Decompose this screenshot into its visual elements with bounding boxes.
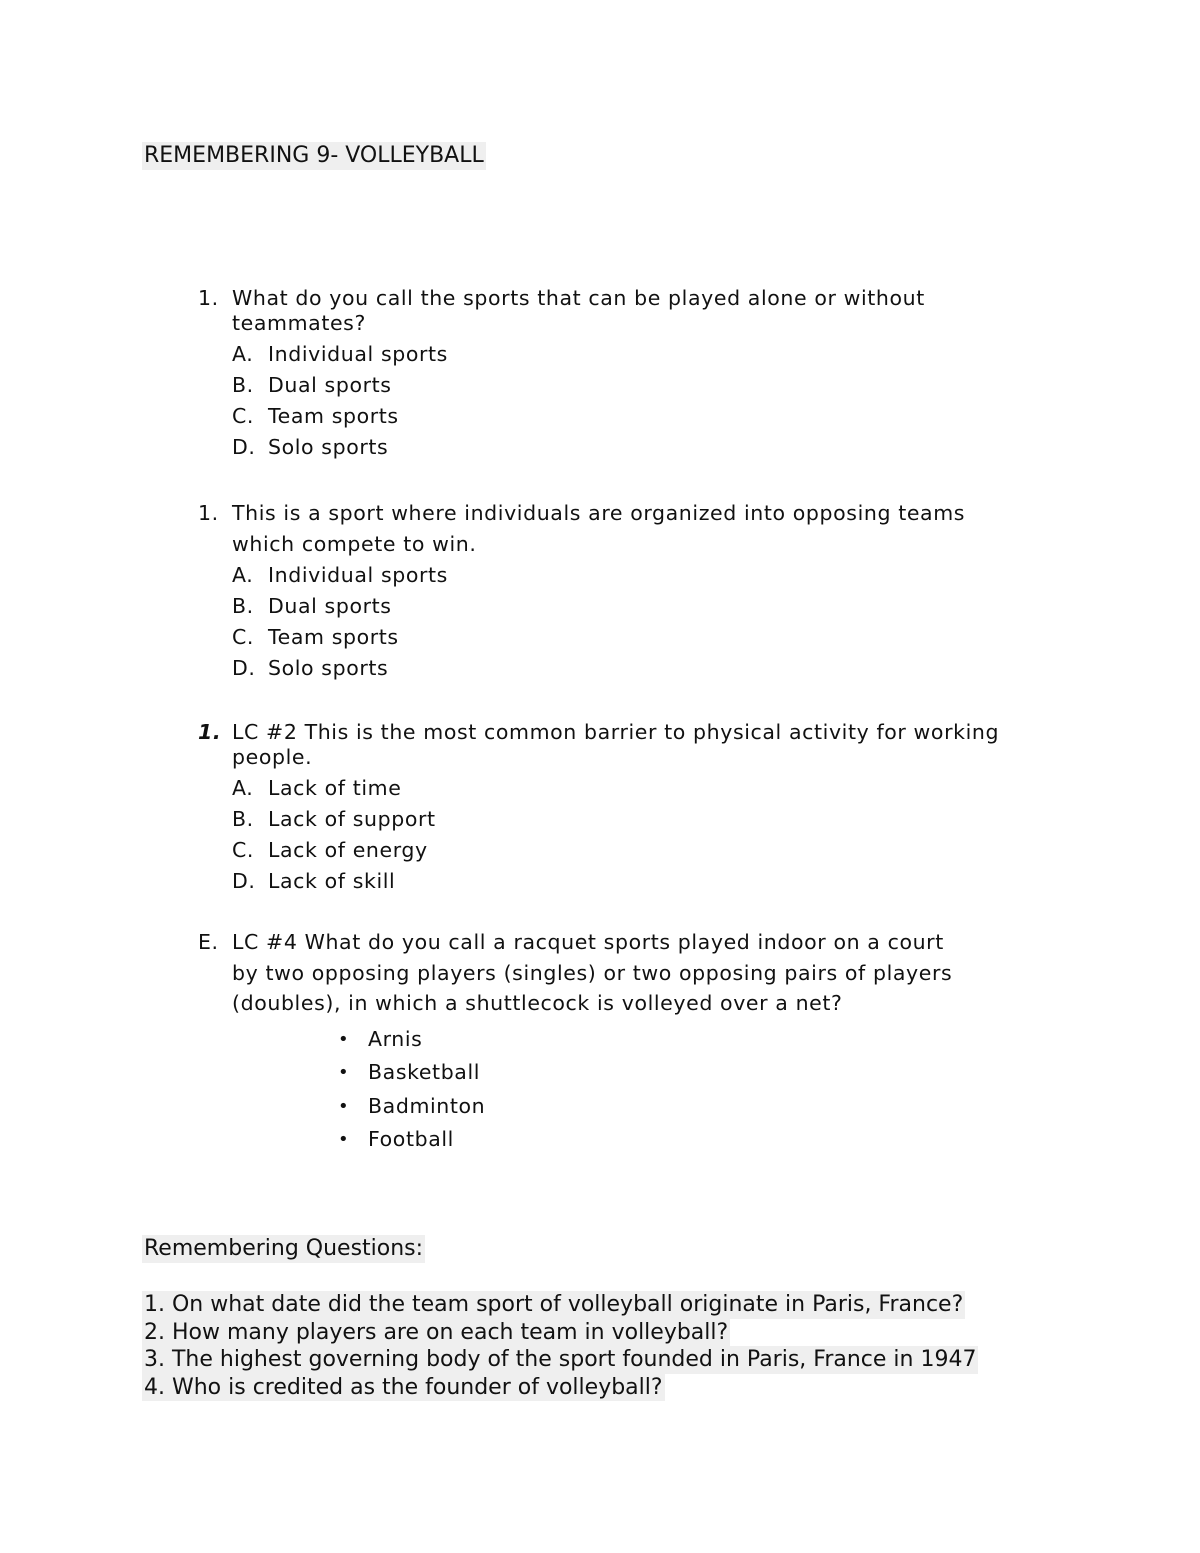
option-c	[232, 401, 1038, 432]
bullet-icon: •	[338, 1095, 350, 1117]
question-number: 1.	[198, 286, 219, 310]
options-list	[198, 773, 1038, 897]
question-3	[198, 720, 1038, 897]
option-letter: C.	[232, 838, 255, 862]
option-text: Dual sports	[268, 373, 392, 397]
bullet-icon: •	[338, 1028, 350, 1050]
bullet-icon: •	[338, 1062, 350, 1083]
option-text: Team sports	[268, 625, 399, 649]
option-text: Individual sports	[268, 563, 448, 587]
option-letter: C.	[232, 404, 255, 428]
option-text: Basketball	[368, 1060, 481, 1084]
option-a	[232, 339, 1038, 370]
option-c	[232, 622, 1038, 653]
remembering-question: 1. On what date did the team sport of volleyball originate in Paris, France?	[144, 1292, 964, 1317]
option-text: Lack of time	[268, 776, 402, 800]
option-text: Dual sports	[268, 594, 392, 618]
option-text: Lack of skill	[268, 869, 396, 893]
option-text: Solo sports	[268, 656, 389, 680]
bullet-option	[338, 1056, 1038, 1090]
option-b	[232, 591, 1038, 622]
question-2	[198, 498, 1038, 684]
bullet-option	[338, 1090, 1038, 1124]
option-text: Team sports	[268, 404, 399, 428]
remembering-questions-list	[142, 1291, 978, 1401]
remembering-heading: Remembering Questions:	[144, 1236, 424, 1261]
option-letter: C.	[232, 625, 255, 649]
option-text: Lack of energy	[268, 838, 428, 862]
question-stem: LC #2 This is the most common barrier to physical activity for working people.	[232, 720, 1000, 769]
question-stem: What do you call the sports that can be played alone or without teammates?	[232, 286, 925, 335]
remembering-question: 2. How many players are on each team in volleyball?	[144, 1319, 729, 1345]
bullet-option	[338, 1023, 1038, 1057]
options-list	[198, 560, 1038, 684]
option-letter: D.	[232, 435, 256, 459]
option-d	[232, 866, 1038, 897]
options-list	[198, 339, 1038, 463]
option-a	[232, 773, 1038, 804]
question-stem: This is a sport where individuals are organized into opposing teams which compete to win.	[232, 501, 966, 556]
question-number: E.	[198, 930, 219, 954]
remembering-question: 4. Who is credited as the founder of volleyball?	[144, 1374, 663, 1400]
question-number: 1.	[198, 501, 219, 525]
question-number: 1.	[198, 720, 222, 744]
option-text: Football	[368, 1127, 454, 1151]
option-letter: A.	[232, 776, 254, 800]
option-d	[232, 432, 1038, 463]
option-text: Arnis	[368, 1026, 423, 1051]
option-letter: B.	[232, 594, 254, 618]
option-b	[232, 804, 1038, 835]
option-letter: A.	[232, 563, 254, 587]
option-text: Individual sports	[268, 342, 448, 366]
bullet-icon: •	[338, 1129, 350, 1150]
option-letter: A.	[232, 342, 254, 366]
question-4	[198, 927, 1038, 1157]
option-letter: B.	[232, 807, 254, 831]
bullet-option	[338, 1123, 1038, 1157]
option-c	[232, 835, 1038, 866]
option-b	[232, 370, 1038, 401]
option-letter: D.	[232, 656, 256, 680]
option-letter: D.	[232, 869, 256, 893]
question-stem: LC #4 What do you call a racquet sports played indoor on a court by two opposing players (singles) or two opposing pairs of players (doubles), in which a shuttlecock is volleyed over a net?	[232, 930, 953, 1015]
bullet-options-list	[198, 1023, 1038, 1157]
option-text: Solo sports	[268, 435, 389, 459]
remembering-question: 3. The highest governing body of the sport founded in Paris, France in 1947	[144, 1347, 977, 1372]
option-a	[232, 560, 1038, 591]
option-text: Lack of support	[268, 807, 436, 831]
option-text: Badminton	[368, 1093, 486, 1118]
document-title: REMEMBERING 9- VOLLEYBALL	[144, 143, 484, 168]
option-d	[232, 653, 1038, 684]
question-1	[198, 286, 1038, 463]
option-letter: B.	[232, 373, 254, 397]
